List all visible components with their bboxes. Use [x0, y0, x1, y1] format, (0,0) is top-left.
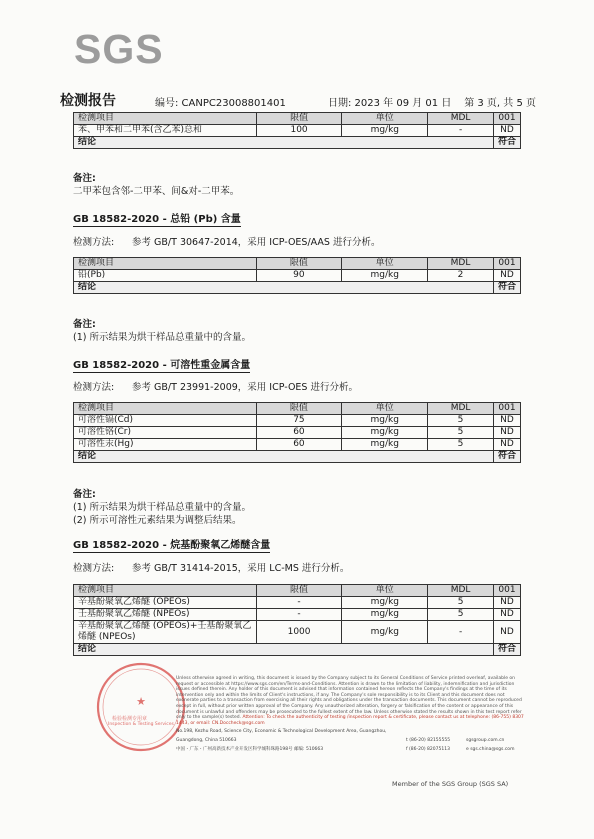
table-row — [74, 597, 521, 609]
fax: f (86-20) 82075113 — [406, 747, 450, 752]
cell-limit: - — [256, 609, 342, 621]
conclusion-row — [74, 137, 521, 149]
email: e sgs.china@sgs.com — [466, 747, 515, 752]
conclusion-label: 结论 — [74, 644, 494, 656]
test-method — [73, 234, 380, 248]
col-header-sample: 001 — [493, 258, 520, 270]
svg-text:★: ★ — [136, 695, 146, 708]
stamp-caption-cn: 检验检测专用章 — [112, 716, 148, 722]
table-header-row — [74, 113, 521, 125]
note-title: 备注: — [73, 173, 96, 184]
cell-item: 辛基酚聚氧乙烯醚 (OPEOs) — [74, 597, 257, 609]
table-row — [74, 427, 521, 439]
col-header-unit: 单位 — [342, 258, 428, 270]
note-block — [73, 318, 251, 344]
table-row — [74, 439, 521, 451]
cell-unit: mg/kg — [342, 270, 428, 282]
table-header-row — [74, 258, 521, 270]
method-label: 检测方法: — [73, 382, 115, 393]
cell-result: ND — [493, 597, 520, 609]
cell-mdl: 5 — [428, 427, 494, 439]
report-title: 检测报告 — [60, 93, 116, 109]
address-cn: 中国・广东・广州高新技术产业开发区科学城科珠路198号 邮编: 510663 — [176, 747, 324, 752]
test-method — [73, 379, 358, 393]
col-header-sample: 001 — [493, 403, 520, 415]
cell-limit: 100 — [256, 125, 342, 137]
cell-mdl: - — [428, 621, 494, 644]
cell-mdl: 5 — [428, 415, 494, 427]
table-row — [74, 125, 521, 137]
cell-item: 可溶性铬(Cr) — [74, 427, 257, 439]
cell-limit: 75 — [256, 415, 342, 427]
sgs-logo: SGS — [74, 26, 164, 72]
cell-limit: 90 — [256, 270, 342, 282]
official-seal-stamp — [95, 661, 187, 753]
col-header-item: 检测项目 — [74, 403, 257, 415]
legal-disclaimer — [176, 676, 524, 726]
method-text: 参考 GB/T 31414-2015，采用 LC-MS 进行分析。 — [132, 563, 350, 574]
method-text: 参考 GB/T 30647-2014，采用 ICP-OES/AAS 进行分析。 — [132, 237, 381, 248]
col-header-unit: 单位 — [342, 585, 428, 597]
cell-result: ND — [493, 125, 520, 137]
soluble-metals-table — [73, 402, 521, 463]
col-header-item: 检测项目 — [74, 113, 257, 125]
cell-result: ND — [493, 621, 520, 644]
note-line: (1) 所示结果为烘干样品总重量中的含量。 — [73, 502, 251, 513]
conclusion-value: 符合 — [493, 282, 520, 294]
cell-unit: mg/kg — [342, 621, 428, 644]
cell-result: ND — [493, 415, 520, 427]
method-label: 检测方法: — [73, 563, 115, 574]
section-heading-apeo: GB 18582-2020 - 烷基酚聚氧乙烯醚含量 — [73, 536, 270, 551]
report-date: 日期: 2023 年 09 月 01 日 — [328, 98, 452, 109]
col-header-mdl: MDL — [428, 113, 494, 125]
disclaimer-text: Unless otherwise agreed in writing, this document is issued by the Company subject to its General Conditions of Service printed overleaf, available on request or accessible at https://www.sgs.com/en/Terms-and-Conditions. Attention is drawn to the limitation of liability, indemnification and jurisdiction issues defined therein. Any holder of this document is advised that information contained hereon reflects the Company's findings at the time of its intervention only and within the limits of Client's instructions, if any. The Company's sole responsibility is to its Client and this document does not exonerate parties to a transaction from exercising all their rights and obligations under the transaction documents. This document cannot be reproduced except in full, without prior written approval of the Company. Any unauthorized alteration, forgery or falsification of the content or appearance of this document is unlawful and offenders may be prosecuted to the fullest extent of the law. Unless otherwise stated the results shown in this test report refer only to the sample(s) tested. — [176, 676, 522, 721]
cell-unit: mg/kg — [342, 415, 428, 427]
col-header-unit: 单位 — [342, 403, 428, 415]
cell-unit: mg/kg — [342, 427, 428, 439]
cell-item: 可溶性汞(Hg) — [74, 439, 257, 451]
note-title: 备注: — [73, 489, 96, 500]
col-header-sample: 001 — [493, 585, 520, 597]
conclusion-value: 符合 — [493, 137, 520, 149]
table-row — [74, 609, 521, 621]
cell-limit: - — [256, 597, 342, 609]
page-indicator: 第 3 页, 共 5 页 — [464, 98, 536, 109]
col-header-item: 检测项目 — [74, 258, 257, 270]
cell-mdl: 2 — [428, 270, 494, 282]
cell-limit: 1000 — [256, 621, 342, 644]
cell-result: ND — [493, 270, 520, 282]
col-header-item: 检测项目 — [74, 585, 257, 597]
col-header-mdl: MDL — [428, 403, 494, 415]
col-header-limit: 限值 — [256, 585, 342, 597]
note-title: 备注: — [73, 319, 96, 330]
report-number: 编号: CANPC23008801401 — [155, 98, 286, 109]
col-header-mdl: MDL — [428, 258, 494, 270]
address-en: No.198, Kezhu Road, Science City, Economic & Technological Development Area, Guangzhou, Guangdong, China 510663 — [176, 729, 387, 743]
col-header-unit: 单位 — [342, 113, 428, 125]
stamp-caption-en: Inspection & Testing Services — [108, 722, 174, 727]
cell-mdl: - — [428, 125, 494, 137]
cell-mdl: 5 — [428, 609, 494, 621]
note-block — [73, 172, 239, 198]
website: sgsgroup.com.cn — [466, 738, 505, 743]
note-line: 二甲苯包含邻-二甲苯、间&对-二甲苯。 — [73, 186, 240, 197]
cell-item: 壬基酚聚氧乙烯醚 (NPEOs) — [74, 609, 257, 621]
telephone: t (86-20) 82155555 — [406, 738, 451, 743]
section-heading-lead: GB 18582-2020 - 总铅 (Pb) 含量 — [73, 210, 241, 225]
table-row — [74, 270, 521, 282]
test-method — [73, 560, 349, 574]
cell-unit: mg/kg — [342, 439, 428, 451]
note-line: (1) 所示结果为烘干样品总重量中的含量。 — [73, 332, 251, 343]
cell-result: ND — [493, 609, 520, 621]
note-block — [73, 488, 251, 527]
conclusion-row — [74, 282, 521, 294]
cell-limit: 60 — [256, 427, 342, 439]
table-header-row — [74, 585, 521, 597]
cell-item: 铅(Pb) — [74, 270, 257, 282]
table-header-row — [74, 403, 521, 415]
cell-mdl: 5 — [428, 439, 494, 451]
method-label: 检测方法: — [73, 237, 115, 248]
method-text: 参考 GB/T 23991-2009，采用 ICP-OES 进行分析。 — [132, 382, 358, 393]
cell-item: 苯、甲苯和二甲苯(含乙苯)总和 — [74, 125, 257, 137]
conclusion-label: 结论 — [74, 451, 494, 463]
conclusion-row — [74, 451, 521, 463]
cell-result: ND — [493, 439, 520, 451]
conclusion-value: 符合 — [493, 451, 520, 463]
lead-results-table — [73, 257, 521, 294]
cell-unit: mg/kg — [342, 125, 428, 137]
sgs-member-line: Member of the SGS Group (SGS SA) — [392, 780, 509, 788]
table-row — [74, 415, 521, 427]
section-heading-soluble-metals: GB 18582-2020 - 可溶性重金属含量 — [73, 356, 250, 371]
conclusion-label: 结论 — [74, 137, 494, 149]
cell-item: 辛基酚聚氧乙烯醚 (OPEOs)+壬基酚聚氧乙烯醚 (NPEOs) — [74, 621, 257, 644]
cell-limit: 60 — [256, 439, 342, 451]
note-line: (2) 所示可溶性元素结果为调整后结果。 — [73, 515, 242, 526]
report-header — [60, 92, 536, 112]
conclusion-label: 结论 — [74, 282, 494, 294]
cell-unit: mg/kg — [342, 597, 428, 609]
cell-unit: mg/kg — [342, 609, 428, 621]
table-row — [74, 621, 521, 644]
conclusion-value: 符合 — [493, 644, 520, 656]
company-address — [176, 727, 524, 754]
col-header-limit: 限值 — [256, 113, 342, 125]
cell-mdl: 5 — [428, 597, 494, 609]
col-header-limit: 限值 — [256, 403, 342, 415]
benzene-results-table — [73, 112, 521, 149]
apeo-results-table — [73, 584, 521, 656]
conclusion-row — [74, 644, 521, 656]
col-header-limit: 限值 — [256, 258, 342, 270]
cell-result: ND — [493, 427, 520, 439]
col-header-mdl: MDL — [428, 585, 494, 597]
authenticity-notice: Attention: To check the authenticity of testing /inspection report & certificate, please contact us at telephone: (86-755) 8307 1443, or email: CN.Doccheck@sgs.com — [176, 715, 524, 726]
col-header-sample: 001 — [493, 113, 520, 125]
cell-item: 可溶性镉(Cd) — [74, 415, 257, 427]
